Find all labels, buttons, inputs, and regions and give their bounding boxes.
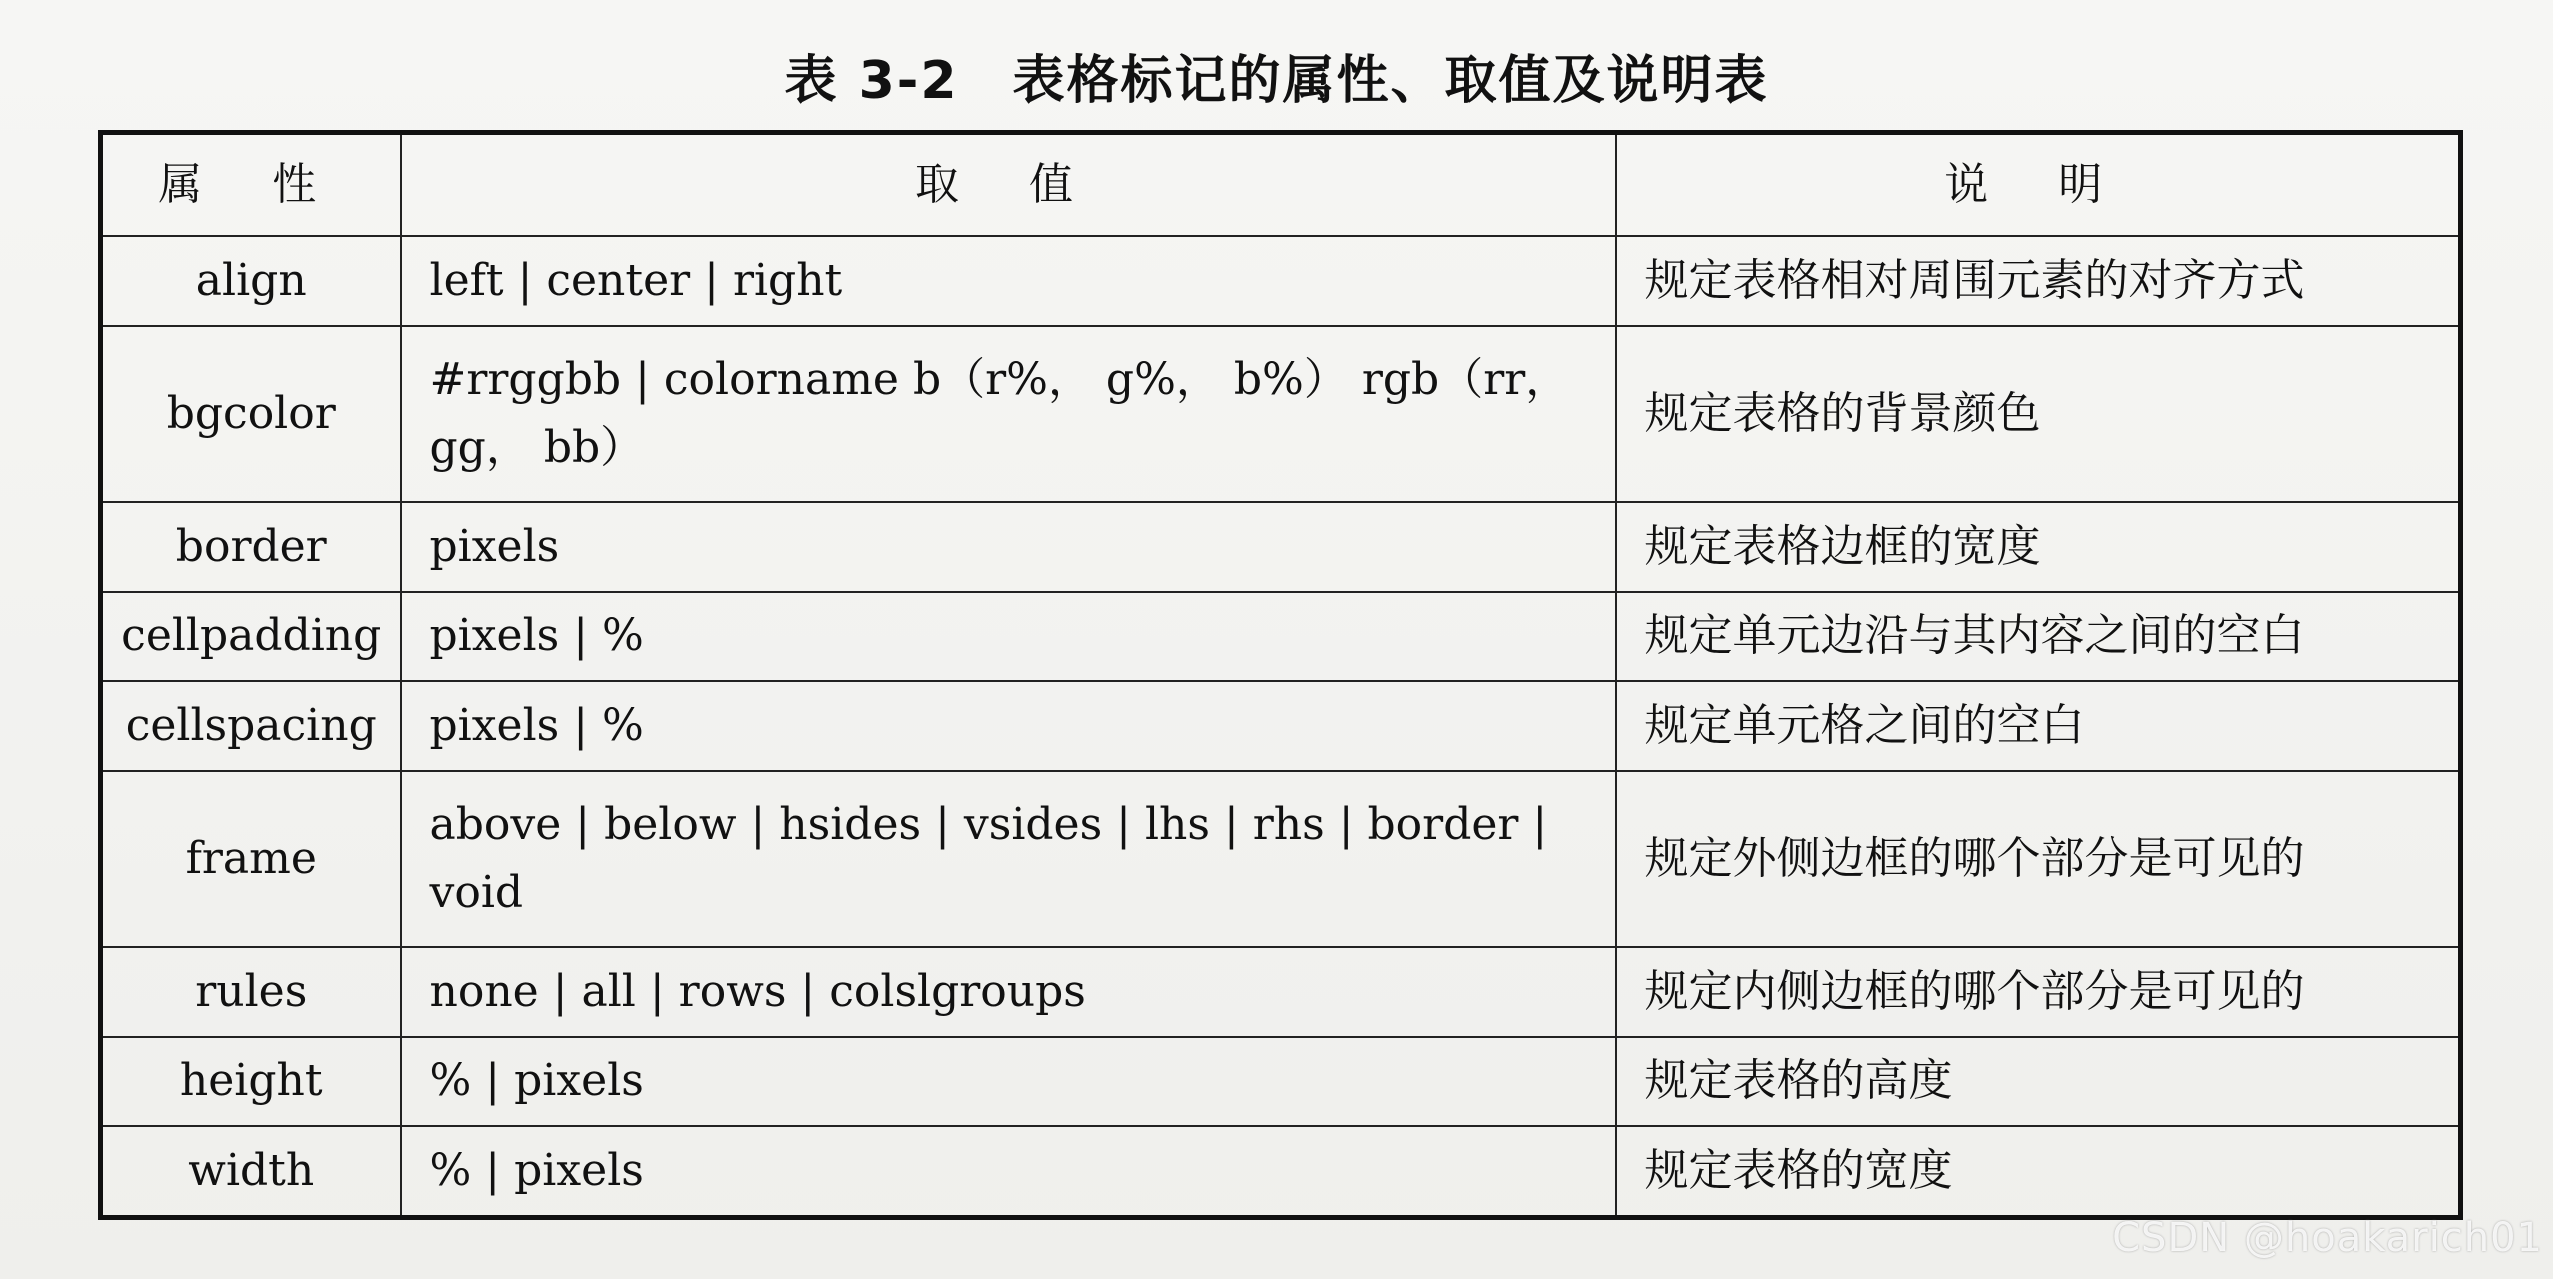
description-cell: 规定表格的高度 [1616, 1037, 2461, 1127]
attribute-cell: bgcolor [101, 326, 401, 502]
value-cell: #rrggbb | colorname b（r%， g%， b%） rgb（rr， gg， bb） [401, 326, 1616, 502]
header-description: 说 明 [1616, 133, 2461, 237]
description-cell: 规定表格边框的宽度 [1616, 502, 2461, 592]
table-row [101, 592, 2461, 682]
description-cell: 规定内侧边框的哪个部分是可见的 [1616, 947, 2461, 1037]
description-cell: 规定外侧边框的哪个部分是可见的 [1616, 771, 2461, 947]
header-value: 取 值 [401, 133, 1616, 237]
description-cell: 规定表格相对周围元素的对齐方式 [1616, 236, 2461, 326]
header-attribute: 属 性 [101, 133, 401, 237]
attribute-cell: width [101, 1126, 401, 1217]
description-cell: 规定单元格之间的空白 [1616, 681, 2461, 771]
table-row [101, 681, 2461, 771]
value-cell: pixels [401, 502, 1616, 592]
table-row [101, 236, 2461, 326]
attribute-cell: border [101, 502, 401, 592]
value-cell: pixels | % [401, 592, 1616, 682]
table-row [101, 1037, 2461, 1127]
attribute-cell: height [101, 1037, 401, 1127]
attribute-cell: align [101, 236, 401, 326]
value-cell: pixels | % [401, 681, 1616, 771]
table-title: 表 3-2 表格标记的属性、取值及说明表 [784, 51, 1769, 111]
table-row [101, 771, 2461, 947]
attribute-cell: cellspacing [101, 681, 401, 771]
table-row [101, 1126, 2461, 1217]
value-cell: left | center | right [401, 236, 1616, 326]
attribute-cell: frame [101, 771, 401, 947]
header-row [101, 133, 2461, 237]
table-row [101, 947, 2461, 1037]
table-row [101, 502, 2461, 592]
value-cell: % | pixels [401, 1037, 1616, 1127]
value-cell: above | below | hsides | vsides | lhs | rhs | border | void [401, 771, 1616, 947]
attribute-cell: cellpadding [101, 592, 401, 682]
description-cell: 规定单元边沿与其内容之间的空白 [1616, 592, 2461, 682]
table-row [101, 326, 2461, 502]
value-cell: none | all | rows | colslgroups [401, 947, 1616, 1037]
value-cell: % | pixels [401, 1126, 1616, 1217]
description-cell: 规定表格的宽度 [1616, 1126, 2461, 1217]
watermark: CSDN @hoakarich01 [2112, 1215, 2543, 1261]
attribute-table [98, 130, 2463, 1220]
description-cell: 规定表格的背景颜色 [1616, 326, 2461, 502]
attribute-cell: rules [101, 947, 401, 1037]
